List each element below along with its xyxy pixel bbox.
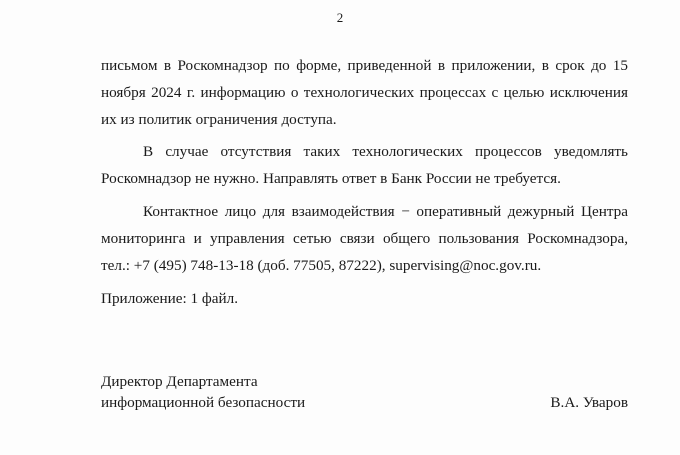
signer-name: В.А. Уваров — [550, 394, 628, 411]
attachment-note: Приложение: 1 файл. — [101, 290, 239, 307]
paragraph-no-processes: В случае отсутствия таких технологических процессов уведомлять Роскомнадзор не нужно. Направлять ответ в Банк России не требуется. — [101, 143, 628, 187]
page-number: 2 — [336, 10, 344, 25]
signer-position-line1: Директор Департамента — [101, 373, 258, 390]
letter-body — [101, 52, 628, 279]
signature-block — [101, 371, 628, 413]
paragraph-request: письмом в Роскомнадзор по форме, приведенной в приложении, в срок до 15 ноября 2024 г. информацию о технологических процессах с целью исключения их из политик ограничения доступа. — [101, 57, 628, 128]
signer-position-line2: информационной безопасности — [101, 394, 306, 411]
paragraph-contact: Контактное лицо для взаимодействия − оперативный дежурный Центра мониторинга и управления сетью связи общего пользования Роскомнадзора, тел.: +7 (495) 748-13-18 (доб. 77505, 87222), supervising@noc.gov.ru. — [101, 203, 628, 274]
